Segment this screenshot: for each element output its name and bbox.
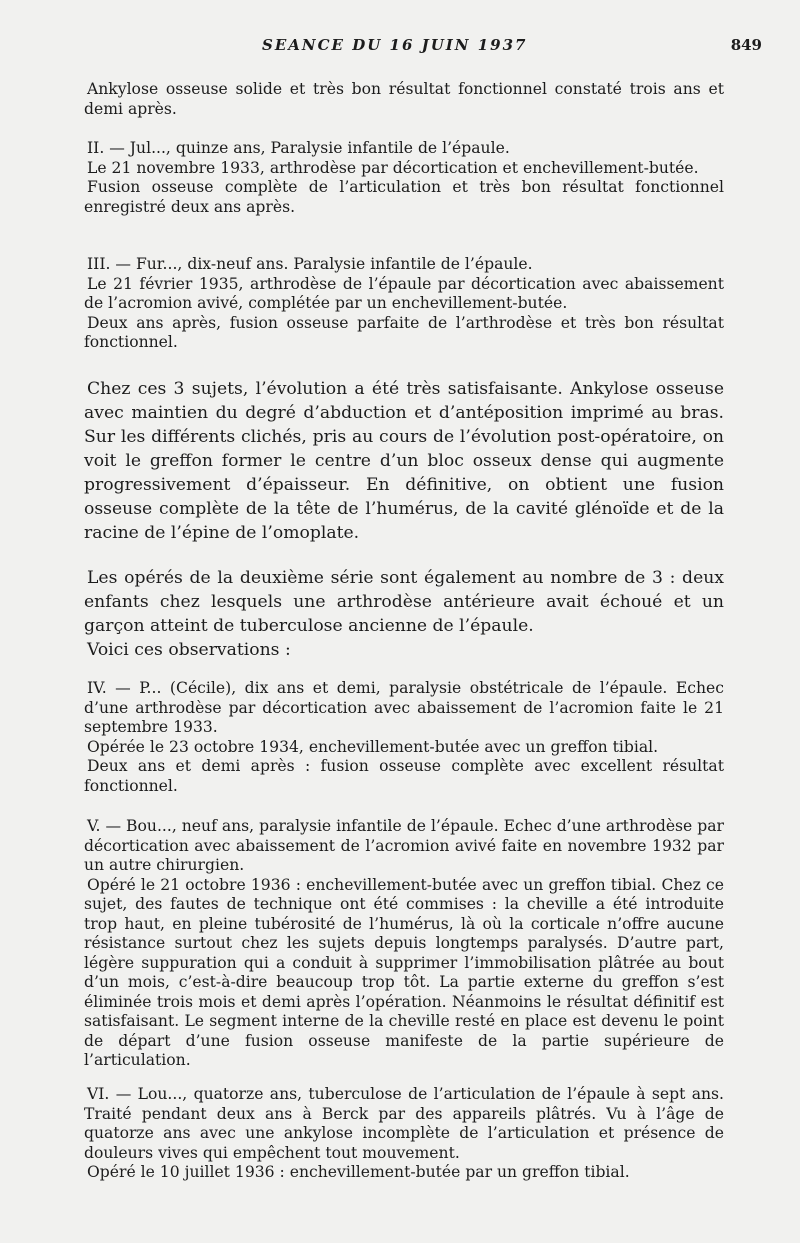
- paragraph-three-subjects: [84, 377, 724, 545]
- observation-heading: II. — Jul..., quinze ans, Paralysie infantile de l’épaule.: [87, 139, 510, 157]
- observation-heading: III. — Fur..., dix-neuf ans. Paralysie infantile de l’épaule.: [87, 255, 533, 273]
- text-line: Le 21 février 1935, arthrodèse de l’épaule par décortication avec abaissement de l’acromion avivé, complétée par un enchevillement-butée.: [84, 274, 724, 312]
- observation-heading: V. — Bou..., neuf ans, paralysie infantile de l’épaule. Echec d’une arthrodèse par décortication avec abaissement de l’acromion avivé faite en novembre 1932 par un autre chirurgien.: [84, 817, 724, 874]
- page-header: [0, 36, 800, 58]
- text-line: Le 21 novembre 1933, arthrodèse par décortication et enchevillement-butée.: [87, 158, 699, 177]
- page-number: 849: [730, 36, 762, 54]
- text-line: Opéré le 10 juillet 1936 : enchevillement-butée par un greffon tibial.: [87, 1163, 630, 1181]
- paragraph-ankylose-result: [84, 80, 724, 119]
- text-line: Deux ans après, fusion osseuse parfaite de l’arthrodèse et très bon résultat fonctionnel.: [84, 313, 724, 351]
- text-line: Chez ces 3 sujets, l’évolution a été très satisfaisante. Ankylose osseuse avec maintien du degré d’abduction et d’antéposition imprimé au bras. Sur les différents clichés, pris au cours de l’évolution post-opératoire, on voit le greffon former le centre d’un bloc osseux dense qui augmente progressivement d’épaisseur. En définitive, on obtient une fusion osseuse complète de la tête de l’humérus, de la cavité glénoïde et de la racine de l’épine de l’omoplate.: [84, 379, 724, 543]
- text-line: Voici ces observations :: [87, 640, 291, 660]
- observation-v: [84, 817, 724, 1071]
- observation-heading: VI. — Lou..., quatorze ans, tuberculose de l’articulation de l’épaule à sept ans. Traité pendant deux ans à Berck par des appareils plâtrés. Vu à l’âge de quatorze ans avec une ankylose incomplète de l’articulation et présence de douleurs vives qui empêchent tout mouvement.: [84, 1085, 724, 1162]
- observation-vi: [84, 1085, 724, 1183]
- paragraph-second-series: [84, 566, 724, 662]
- observation-heading: IV. — P... (Cécile), dix ans et demi, paralysie obstétricale de l’épaule. Echec d’une arthrodèse par décortication avec abaissement de l’acromion faite le 21 septembre 1933.: [84, 679, 724, 736]
- text-line: Fusion osseuse complète de l’articulation et très bon résultat fonctionnel enregistré deux ans après.: [84, 178, 724, 216]
- text-line: Opéré le 21 octobre 1936 : enchevillement-butée avec un greffon tibial. Chez ce sujet, des fautes de technique ont été commises : la cheville a été introduite trop haut, en pleine tubérosité de l’humérus, là où la corticale n’offre aucune résistance surtout chez les sujets depuis longtemps paralysés. D’autre part, légère suppuration qui a conduit à supprimer l’immobilisation plâtrée au bout d’un mois, c’est-à-dire beaucoup trop tôt. La partie externe du greffon s’est éliminée trois mois et demi après l’opération. Néanmoins le résultat définitif est satisfaisant. Le segment interne de la cheville resté en place est devenu le point de départ d’une fusion osseuse manifeste de la partie supérieure de l’articulation.: [84, 875, 724, 1069]
- observation-iv: [84, 679, 724, 796]
- observation-ii: [84, 139, 724, 217]
- text-line: Deux ans et demi après : fusion osseuse complète avec excellent résultat fonctionnel.: [84, 757, 724, 795]
- text-line: Les opérés de la deuxième série sont également au nombre de 3 : deux enfants chez lesquels une arthrodèse antérieure avait échoué et un garçon atteint de tuberculose ancienne de l’épaule.: [84, 568, 724, 636]
- text-line: Ankylose osseuse solide et très bon résultat fonctionnel constaté trois ans et demi après.: [84, 80, 724, 118]
- running-title: SEANCE DU 16 JUIN 1937: [262, 36, 528, 54]
- observation-iii: [84, 255, 724, 353]
- text-line: Opérée le 23 octobre 1934, enchevillement-butée avec un greffon tibial.: [87, 737, 659, 756]
